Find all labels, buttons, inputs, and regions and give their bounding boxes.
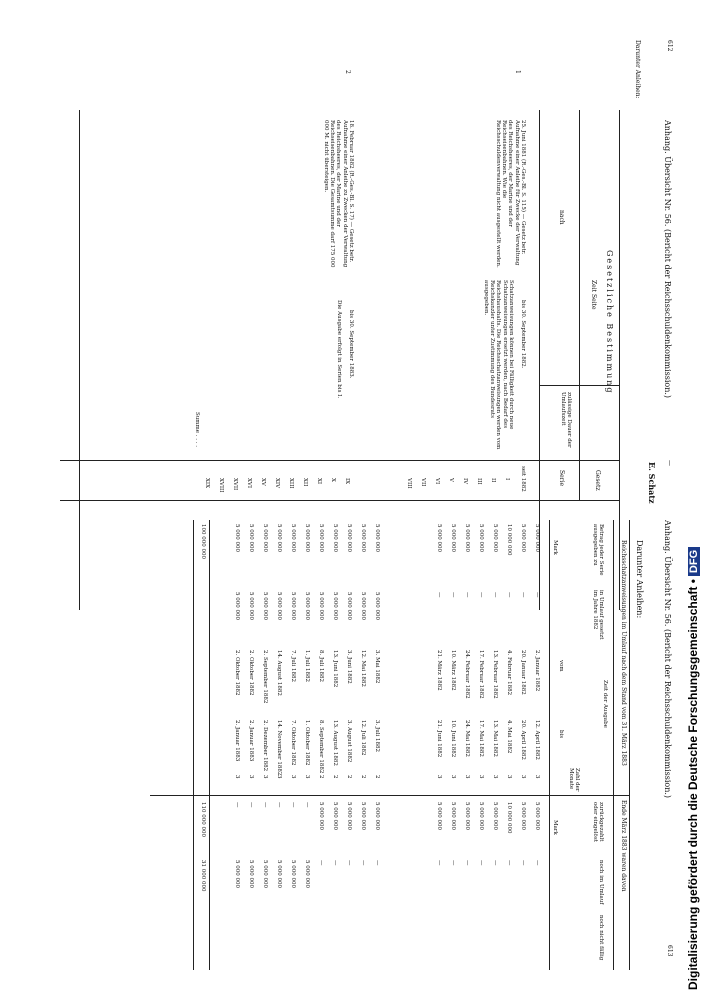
cell-noch: — <box>506 860 512 866</box>
cell-zur: — <box>234 802 240 808</box>
dfg-banner-text <box>686 547 700 990</box>
cell-umlauf: 5 000 000 <box>290 592 296 620</box>
entry-2-text2: Die Ausgabe erfolgt in Serien bis I. <box>336 300 342 399</box>
cell-m: 3 <box>436 775 442 779</box>
right-page-number: 613 <box>666 945 673 957</box>
rule-head-right <box>613 520 614 970</box>
cell-zur: — <box>276 802 282 808</box>
rule-top-left <box>619 110 620 610</box>
cell-umlauf: 5 000 000 <box>234 592 240 620</box>
right-running-head: Anhang. Übersicht Nr. 56. (Bericht der Reichsschuldenkommission.) <box>663 520 672 799</box>
rule-top-right <box>629 520 630 970</box>
right-header-main: Reichsschatzanweisungen im Umlauf nach dem Stand vom 31. März 1883 <box>620 540 627 766</box>
dfg-logo: DFG <box>688 547 700 576</box>
hdr-im-umlauf: noch im Umlauf <box>598 860 604 905</box>
entry-1-num: 1 <box>514 70 521 74</box>
series-label: XIX <box>204 478 210 489</box>
entry-1-deadline: bis 30. September 1882. <box>520 300 526 369</box>
cell-betrag: 10 000 000 <box>506 524 512 556</box>
cell-zur: 5 000 000 <box>534 802 540 830</box>
cell-vom: 2. Januar 1882 <box>534 650 540 692</box>
cell-vom: 24. Februar 1882 <box>464 650 470 699</box>
left-running-head: Anhang. Übersicht Nr. 56. (Bericht der Reichsschuldenkommission.) <box>663 120 672 399</box>
cell-noch: — <box>520 860 526 866</box>
cell-betrag: 5 000 000 <box>248 524 254 552</box>
rule-totals <box>209 520 210 970</box>
cell-betrag: 5 000 000 <box>304 524 310 552</box>
series-label: VIII <box>406 478 412 489</box>
cell-betrag: 5 000 000 <box>276 524 282 552</box>
header-gesetzliche: Gesetzliche Bestimmung <box>605 250 614 395</box>
cell-m: 3 <box>464 775 470 779</box>
cell-noch: — <box>374 860 380 866</box>
cell-betrag: 5 000 000 <box>520 524 526 552</box>
cell-betrag: 5 000 000 <box>436 524 442 552</box>
cell-umlauf: 5 000 000 <box>262 592 268 620</box>
cell-betrag: 5 000 000 <box>374 524 380 552</box>
cell-vom: 1. Juli 1882 <box>304 650 310 683</box>
cell-betrag: 5 000 000 <box>262 524 268 552</box>
series-label: III <box>476 478 482 485</box>
cell-bis: 2. Dezember 1882 <box>262 720 268 772</box>
entry-2-summe: Summe . . . . <box>194 412 200 447</box>
cell-noch: — <box>318 860 324 866</box>
cell-bis: 14. November 1882 <box>276 720 282 776</box>
cell-m: 2 <box>360 775 366 779</box>
cell-zur: 5 000 000 <box>332 802 338 830</box>
right-section-title: Darunter Anleihen: <box>635 540 644 619</box>
total-betrag: 100 000 000 <box>200 524 206 559</box>
left-page-number: 612 <box>666 40 673 52</box>
cell-bis: 2. Januar 1883 <box>234 720 240 762</box>
series-label: XVII <box>232 478 238 491</box>
cell-noch: — <box>478 860 484 866</box>
cell-umlauf: 5 000 000 <box>318 592 324 620</box>
cell-betrag: 5 000 000 <box>464 524 470 552</box>
cell-noch: — <box>464 860 470 866</box>
cell-umlauf: — <box>506 592 512 598</box>
entry-1-series <box>398 478 510 489</box>
rule-head2-right <box>549 520 550 970</box>
rule-page-split <box>60 500 620 501</box>
cell-bis: 12. April 1882 <box>534 720 540 760</box>
cell-vom: 3. Mai 1882 <box>374 650 380 684</box>
hdr-mark2: Mark <box>552 820 558 835</box>
rule-status-split <box>150 795 630 796</box>
header-nach: nach <box>558 210 565 225</box>
header-serie: Serie <box>558 470 565 486</box>
cell-m: 3 <box>534 775 540 779</box>
cell-zur: 5 000 000 <box>478 802 484 830</box>
entry-2-num: 2 <box>344 70 351 74</box>
cell-m: 2 <box>318 775 324 779</box>
cell-m: 3 <box>248 775 254 779</box>
rule-bottom-right <box>193 520 194 970</box>
cell-zur: 5 000 000 <box>450 802 456 830</box>
cell-bis: 3. Juli 1882 <box>374 720 380 753</box>
entry-2-deadline: bis 30. September 1883. <box>348 310 354 379</box>
cell-umlauf: — <box>534 592 540 598</box>
cell-vom: 8. Juli 1882 <box>318 650 324 683</box>
cell-vom: 13. Juni 1882 <box>332 650 338 688</box>
cell-umlauf: — <box>436 592 442 598</box>
hdr-zurueck: zurückgezahlt oder eingelöst <box>591 802 604 842</box>
cell-betrag: 5 000 000 <box>346 524 352 552</box>
rule-bottom-left <box>79 110 80 610</box>
cell-zur: 5 000 000 <box>346 802 352 830</box>
header-laufzeit: Zeit Seite <box>590 280 597 310</box>
cell-noch: — <box>436 860 442 866</box>
cell-zur: — <box>290 802 296 808</box>
cell-bis: 13. Mai 1882 <box>492 720 498 757</box>
cell-vom: 10. März 1882 <box>450 650 456 691</box>
entry-1-text2: Schatzanweisungen können bei Fälligkeit durch neue Schatzanweisungen ersetzt werden, nach Bedarf des Reichshaushalts. Die Reichsschatzanweisungen werden vom Reichskanzler unter Zustimmung des Bundesrats ausgegeben. <box>482 280 514 450</box>
cell-betrag: 5 000 000 <box>360 524 366 552</box>
series-label: XIII <box>288 478 294 489</box>
cell-noch: — <box>492 860 498 866</box>
cell-bis: 3. August 1882 <box>346 720 352 763</box>
cell-zur: 5 000 000 <box>464 802 470 830</box>
cell-zur: — <box>262 802 268 808</box>
cell-noch: — <box>332 860 338 866</box>
cell-m: 2 <box>332 775 338 779</box>
series-label: XVI <box>246 478 252 489</box>
cell-m: 2 <box>374 775 380 779</box>
hdr-betrag: Betrag jeder Serie ausgegeben zu <box>591 524 604 576</box>
entry-2-series <box>196 478 350 492</box>
cell-noch: 5 000 000 <box>304 860 310 888</box>
section-label: E. Schatz <box>647 462 657 504</box>
hdr-vom: vom <box>558 660 564 672</box>
series-label: XVIII <box>218 478 224 493</box>
series-label: IX <box>344 478 350 485</box>
cell-betrag: 5 000 000 <box>478 524 484 552</box>
cell-umlauf: 5 000 000 <box>374 592 380 620</box>
series-label: XV <box>260 478 266 486</box>
cell-umlauf: 5 000 000 <box>332 592 338 620</box>
cell-vom: 12. Mai 1882 <box>360 650 366 687</box>
cell-vom: 7. Juli 1882 <box>290 650 296 683</box>
cell-zur: — <box>304 802 310 808</box>
header-zulaessige: zulässige Dauer der Umlaufszeit <box>559 392 572 448</box>
cell-betrag: 5 000 000 <box>332 524 338 552</box>
cell-vom: 17. Februar 1882 <box>478 650 484 699</box>
hdr-zeit: Zeit der Ausgabe <box>602 680 608 728</box>
cell-zur: 5 000 000 <box>374 802 380 830</box>
cell-bis: 1. Oktober 1882 <box>304 720 310 766</box>
series-label: II <box>490 478 496 483</box>
cell-umlauf: 5 000 000 <box>360 592 366 620</box>
hdr-noch-nicht: noch nicht fällig <box>598 915 604 961</box>
cell-betrag: 5 000 000 <box>450 524 456 552</box>
cell-betrag: 5 000 000 <box>234 524 240 552</box>
cell-m: 3 <box>290 775 296 779</box>
series-label: X <box>330 478 336 482</box>
cell-umlauf: — <box>464 592 470 598</box>
cell-noch: 5 000 000 <box>248 860 254 888</box>
cell-zur: 5 000 000 <box>436 802 442 830</box>
cell-m: 2 <box>346 775 352 779</box>
cell-betrag: 5 000 000 <box>534 524 540 552</box>
cell-zur: 5 000 000 <box>318 802 324 830</box>
cell-noch: 5 000 000 <box>276 860 282 888</box>
rule-head-left <box>579 110 580 500</box>
right-header-status: Ende März 1883 waren davon <box>620 800 627 892</box>
left-running-head-dash: — <box>666 460 673 466</box>
cell-zur: 5 000 000 <box>492 802 498 830</box>
cell-umlauf: — <box>478 592 484 598</box>
cell-noch: — <box>360 860 366 866</box>
side-label: Darunter Anleihen: <box>634 40 641 99</box>
cell-betrag: 5 000 000 <box>318 524 324 552</box>
hdr-monate: Zahl der Monate <box>567 768 580 792</box>
cell-bis: 24. Mai 1882 <box>464 720 470 757</box>
cell-bis: 4. Mai 1882 <box>506 720 512 754</box>
cell-vom: 13. Februar 1882 <box>492 650 498 699</box>
hdr-bis: bis <box>558 730 564 739</box>
cell-m: 3 <box>450 775 456 779</box>
cell-bis: 21. Juni 1882 <box>436 720 442 758</box>
cell-vom: 3. Juni 1882 <box>346 650 352 684</box>
cell-m: 3 <box>506 775 512 779</box>
hdr-in-umlauf: in Umlauf gesetzt im Jahre 1882 <box>591 590 604 640</box>
cell-bis: 20. April 1882 <box>520 720 526 760</box>
entry-2-text: 18. Februar 1882 (R.-Ges.-Bl. S. 17) — Gesetz betr. Aufnahme einer Anleihe zu Zwecken der Verwaltung des Reichsheeres, der Marine und der Reichseisenbahnen. Die Gesamtsumme darf 175 000 000 M. nicht übersteigen. <box>322 120 354 268</box>
dfg-banner-label: Digitalisierung gefördert durch die Deutsche Forschungsgemeinschaft • <box>686 579 700 990</box>
cell-vom: 21. März 1882 <box>436 650 442 691</box>
cell-vom: 2. September 1882 <box>262 650 268 704</box>
cell-noch: 5 000 000 <box>290 860 296 888</box>
cell-vom: 20. Januar 1882 <box>520 650 526 695</box>
cell-m: 3 <box>520 775 526 779</box>
cell-noch: — <box>450 860 456 866</box>
cell-m: 3 <box>492 775 498 779</box>
cell-bis: 17. Mai 1882 <box>478 720 484 757</box>
cell-vom: 2. Oktober 1882 <box>248 650 254 696</box>
series-label: VI <box>434 478 440 485</box>
cell-bis: 8. September 1882 <box>318 720 324 774</box>
entry-1-year: seit 1882 <box>520 466 526 492</box>
cell-umlauf: 5 000 000 <box>304 592 310 620</box>
series-label: XI <box>316 478 322 485</box>
cell-m: 3 <box>276 775 282 779</box>
cell-bis: 10. Juni 1882 <box>450 720 456 758</box>
cell-zur: 5 000 000 <box>520 802 526 830</box>
cell-noch: 5 000 000 <box>234 860 240 888</box>
cell-bis: 13. August 1882 <box>332 720 338 766</box>
cell-noch: — <box>346 860 352 866</box>
series-label: XIV <box>274 478 280 489</box>
cell-umlauf: 5 000 000 <box>248 592 254 620</box>
cell-vom: 2. Oktober 1882 <box>234 650 240 696</box>
cell-bis: 12. Juli 1882 <box>360 720 366 756</box>
hdr-mark: Mark <box>552 540 558 555</box>
series-label: XII <box>302 478 308 487</box>
cell-zur: 5 000 000 <box>360 802 366 830</box>
cell-umlauf: — <box>450 592 456 598</box>
cell-m: 3 <box>304 775 310 779</box>
cell-betrag: 5 000 000 <box>492 524 498 552</box>
rule-col-2 <box>60 460 620 461</box>
cell-zur: — <box>248 802 254 808</box>
cell-umlauf: 5 000 000 <box>276 592 282 620</box>
series-label: V <box>448 478 454 482</box>
cell-m: 3 <box>478 775 484 779</box>
cell-m: 3 <box>262 775 268 779</box>
cell-umlauf: — <box>520 592 526 598</box>
header-gesetz: Gesetz <box>594 470 601 491</box>
cell-zur: 10 000 000 <box>506 802 512 834</box>
series-label: VII <box>420 478 426 487</box>
total-noch: 31 000 000 <box>200 860 206 892</box>
cell-noch: 5 000 000 <box>262 860 268 888</box>
cell-vom: 4. Februar 1882 <box>506 650 512 696</box>
cell-noch: — <box>534 860 540 866</box>
cell-m: 3 <box>234 775 240 779</box>
total-zurueck: 110 000 000 <box>200 802 206 837</box>
cell-bis: 2. Januar 1883 <box>248 720 254 762</box>
cell-umlauf: 5 000 000 <box>346 592 352 620</box>
cell-bis: 7. Oktober 1882 <box>290 720 296 766</box>
series-label: IV <box>462 478 468 485</box>
entry-1-text: 25. Juni 1881 (R.-Ges.-Bl. S. 115) — Gesetz betr. Aufnahme einer Anleihe für Zwecke der Verwaltung des Reichsheeres, der Marine und der Reichseisenbahnen. Wie die Reichsschuldenverwaltung nicht ausgestellt werden. <box>494 120 526 268</box>
series-label: I <box>504 478 510 481</box>
cell-betrag: 5 000 000 <box>290 524 296 552</box>
cell-vom: 14. August 1882 <box>276 650 282 696</box>
cell-umlauf: — <box>492 592 498 598</box>
